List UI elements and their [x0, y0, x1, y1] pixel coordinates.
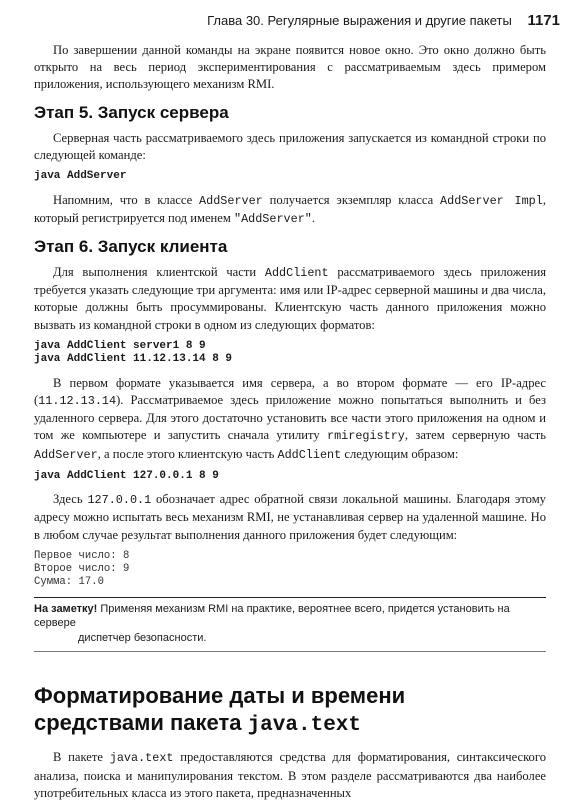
inline-code: 127.0.0.1	[87, 493, 152, 508]
step5-heading: Этап 5. Запуск сервера	[34, 102, 229, 122]
inline-code: AddServer	[199, 193, 263, 208]
step6-paragraph-3: Здесь 127.0.0.1 обозначает адрес обратной связи локальной машины. Благодаря этому адресу можно испытать весь механизм RMI, не устанавливая сервер на удаленной машине. Но в любом случае результат выполнения данного приложения будет следующим:	[34, 492, 546, 542]
inline-code: java.text	[109, 751, 174, 766]
section-heading: Форматирование даты и времени средствами пакета java.text	[34, 683, 406, 738]
step5-paragraph-1: Серверная часть рассматриваемого здесь приложения запускается из командной строки по следующей команде:	[34, 130, 546, 162]
inline-code: AddServer	[34, 447, 98, 462]
intro-paragraph: По завершении данной команды на экране появится новое окно. Это окно должно быть открыто на весь период экспериментирования с рассматриваемым здесь примером приложения, использующего механизм RMI.	[34, 43, 546, 92]
step5-paragraph-2: Напомним, что в классе AddServer получается экземпляр класса AddServer Impl, который регистрируется под именем "AddServer".	[34, 192, 546, 226]
note-text-line1: Применяя механизм RMI на практике, вероятнее всего, придется установить на сервере	[34, 602, 510, 630]
note-box	[34, 597, 546, 653]
inline-code: AddClient	[277, 447, 342, 462]
inline-code: rmiregistry	[327, 429, 405, 444]
note-label: На заметку!	[34, 602, 98, 615]
note-text-line2: диспетчер безопасности.	[78, 631, 207, 644]
step5-command: java AddServer	[34, 170, 127, 183]
step6-heading: Этап 6. Запуск клиента	[34, 236, 228, 256]
step6-paragraph-2: В первом формате указывается имя сервера, а во втором формате — его IP-адрес (11.12.13.14). Рассматриваемое здесь приложение можно попытаться выполнить и без удаленного сервера. Для этого достаточно установить все части этого приложения на одном и том же компьютере и запустить сначала утилиту rmiregistry, затем серверную часть AddServer, а после этого клиентскую часть AddClient следующим образом:	[34, 375, 546, 462]
step6-paragraph-1: Для выполнения клиентской части AddClient рассматриваемого здесь приложения требуется указать следующие три аргумента: имя или IP-адрес серверной машины и два числа, которые должны быть просуммированы. Клиентскую часть данного приложения можно вызвать из командной строки в одном из следующих форматов:	[34, 264, 546, 332]
inline-code: "AddServer"	[233, 211, 312, 226]
inline-code: AddServer Impl	[440, 193, 543, 208]
program-output: Первое число: 8 Второе число: 9 Сумма: 17.0	[34, 549, 130, 588]
section-paragraph: В пакете java.text предоставляются средства для форматирования, синтаксического анализа, поиска и манипулирования текстом. В этом разделе рассматриваются два наиболее употребительных класса из этого пакета, предназначенных	[34, 750, 546, 800]
chapter-title: Глава 30. Регулярные выражения и другие пакеты	[207, 13, 512, 28]
running-header	[0, 12, 560, 29]
step6-command-local: java AddClient 127.0.0.1 8 9	[34, 469, 219, 482]
page-body	[34, 42, 546, 802]
inline-code: AddClient	[264, 265, 329, 280]
section-heading-code: java.text	[247, 714, 361, 738]
inline-code: 11.12.13.14	[38, 393, 117, 408]
page-number: 1171	[527, 12, 560, 29]
step6-command-formats: java AddClient server1 8 9 java AddClient 11.12.13.14 8 9	[34, 339, 233, 366]
